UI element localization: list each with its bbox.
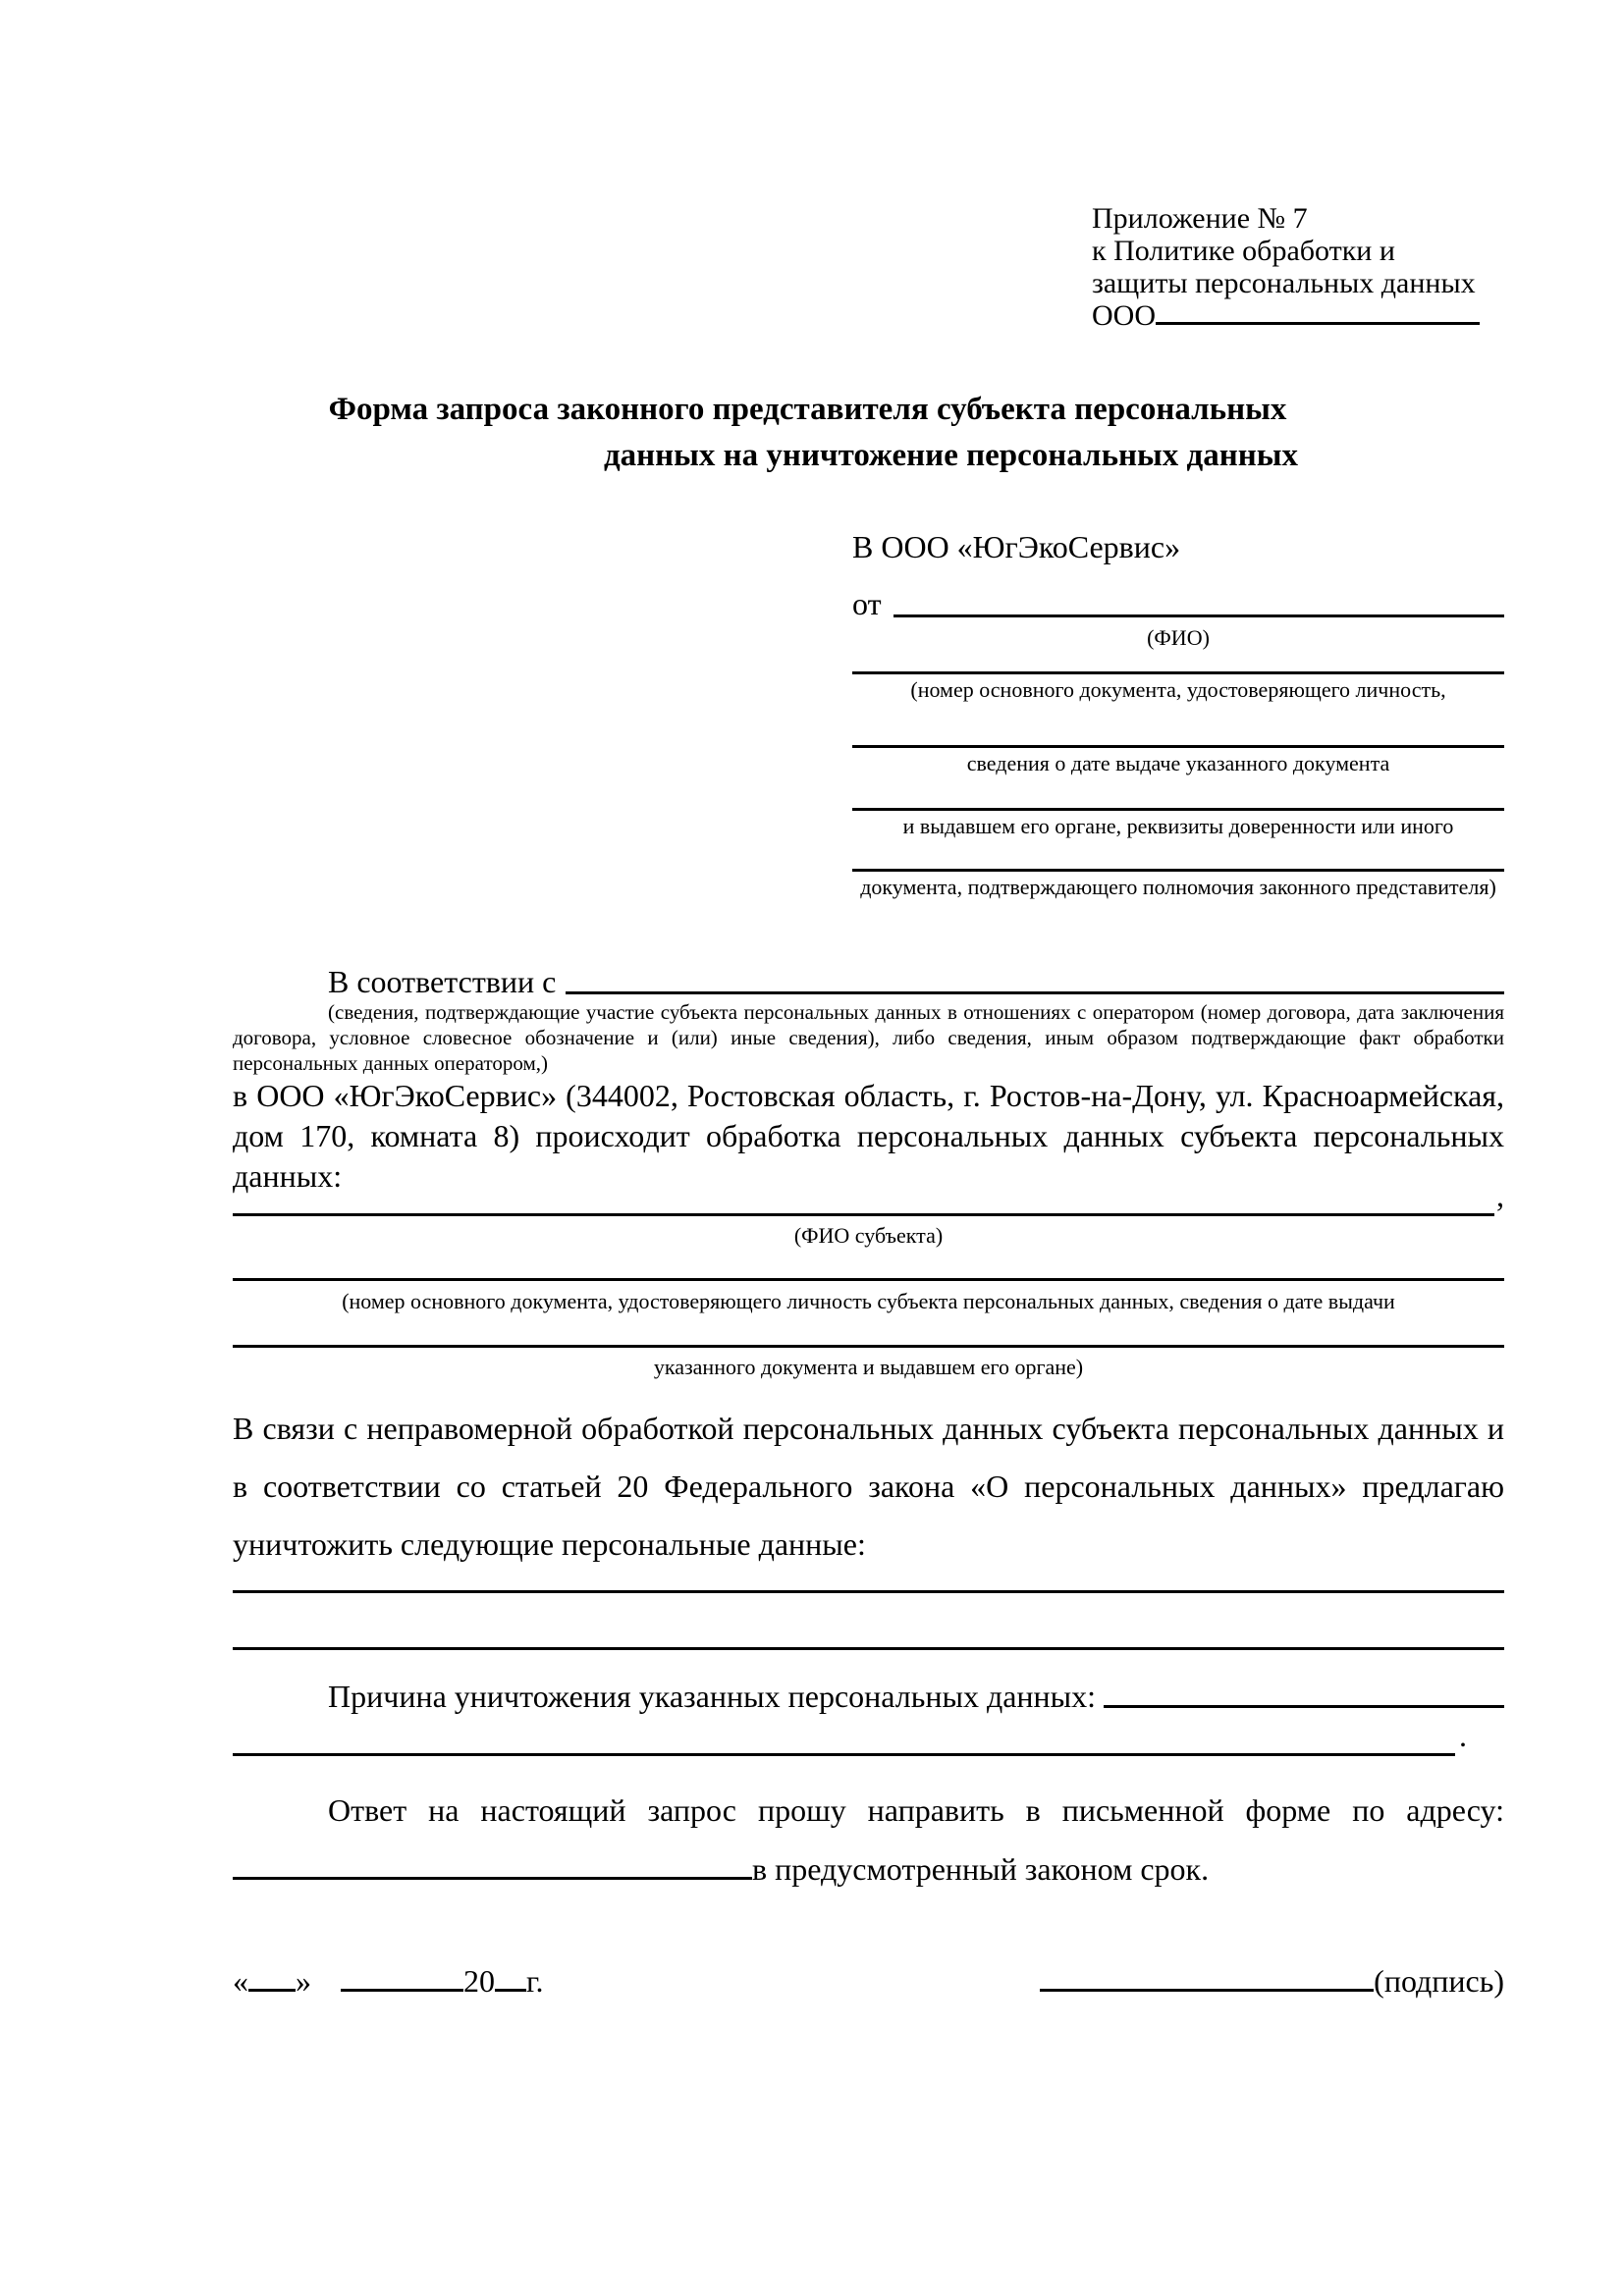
response-address-row <box>233 1849 1504 1889</box>
accordance-note: (сведения, подтверждающие участие субъекта персональных данных в отношениях с оператором (номер договора, дата заключения договора, условное словесное обозначение и (или) иные сведения), либо сведения, иным образом подтверждающие факт обработки персональных данных оператором,) <box>233 1000 1504 1075</box>
year-blank-field[interactable] <box>495 1989 526 1992</box>
accordance-blank-field[interactable] <box>566 962 1504 994</box>
reason-continuation-blank-field[interactable] <box>233 1724 1455 1756</box>
quote-open: « <box>233 1963 248 1999</box>
issuing-authority-caption: и выдавшем его органе, реквизиты доверенности или иного <box>902 814 1454 838</box>
subject-doc-issue-blank-field[interactable] <box>233 1315 1504 1348</box>
signature-caption: (подпись) <box>1374 1963 1504 1999</box>
personal-data-blank-field-1[interactable] <box>233 1561 1504 1593</box>
annex-line-2: к Политике обработки и <box>1092 235 1395 267</box>
annex-line-3: защиты персональных данных <box>1092 267 1476 299</box>
subject-doc-blank-field[interactable] <box>233 1249 1504 1281</box>
trailing-comma: , <box>1496 1178 1504 1213</box>
subject-doc-caption-1: (номер основного документа, удостоверяющего личность субъекта персональных данных, сведения о дате выдачи <box>342 1289 1395 1313</box>
form-title-line-1: Форма запроса законного представителя субъекта персональных <box>328 392 1287 427</box>
identity-doc-caption: (номер основного документа, удостоверяющего личность, <box>910 677 1446 702</box>
reason-continuation-row <box>233 1718 1504 1756</box>
issuing-authority-blank-field[interactable] <box>852 775 1504 811</box>
reason-label: Причина уничтожения указанных персональных данных: <box>328 1679 1097 1714</box>
addressee-organization: В ООО «ЮгЭкоСервис» <box>852 529 1181 564</box>
personal-data-blank-field-2[interactable] <box>233 1618 1504 1650</box>
fio-caption: (ФИО) <box>1147 625 1210 650</box>
trailing-period: . <box>1459 1718 1467 1753</box>
year-suffix: г. <box>526 1963 544 1999</box>
destruction-paragraph: В связи с неправомерной обработкой персональных данных субъекта персональных данных и в соответствии со статьей 20 Федерального закона «О персональных данных» предлагаю уничтожить следующие персональные данные: <box>233 1411 1504 1562</box>
year-prefix: 20 <box>463 1963 495 1999</box>
reason-blank-field[interactable] <box>1104 1677 1504 1708</box>
ooo-label: ООО <box>1092 299 1156 332</box>
subject-fio-caption: (ФИО субъекта) <box>793 1223 944 1248</box>
month-blank-field[interactable] <box>341 1989 463 1992</box>
date-field <box>233 1961 544 2001</box>
representative-fio-blank-field[interactable] <box>893 585 1504 617</box>
response-paragraph: Ответ на настоящий запрос прошу направить в письменной форме по адресу: <box>328 1792 1504 1828</box>
subject-doc-caption-2: указанного документа и выдавшем его органе) <box>653 1355 1084 1379</box>
subject-doc-row <box>233 1249 1504 1281</box>
issue-date-caption: сведения о дате выдаче указанного документа <box>966 751 1390 775</box>
footer-row <box>233 1961 1504 2001</box>
issue-date-blank-field[interactable] <box>852 702 1504 748</box>
accordance-row <box>233 962 1504 1001</box>
response-address-blank-field[interactable] <box>233 1877 752 1880</box>
ooo-name-blank-field[interactable] <box>1156 322 1480 325</box>
from-row <box>852 585 1504 622</box>
form-title <box>233 387 1504 479</box>
subject-fio-blank-field[interactable] <box>233 1184 1494 1216</box>
annex-note <box>1092 202 1480 332</box>
addressee-block <box>852 528 1504 899</box>
from-label: от <box>852 586 882 621</box>
authority-doc-caption: документа, подтверждающего полномочия законного представителя) <box>860 875 1496 899</box>
reason-row <box>233 1677 1504 1716</box>
response-tail: в предусмотренный законом срок. <box>752 1851 1210 1887</box>
signature-blank-field[interactable] <box>1040 1989 1374 1992</box>
authority-doc-blank-field[interactable] <box>852 838 1504 872</box>
quote-close: » <box>296 1963 311 1999</box>
form-title-line-2: данных на уничтожение персональных данных <box>603 438 1299 473</box>
annex-ooo-line <box>1092 299 1480 332</box>
identity-doc-blank-field[interactable] <box>852 650 1504 674</box>
subject-fio-row <box>233 1178 1504 1216</box>
day-blank-field[interactable] <box>248 1989 296 1992</box>
subject-doc-issue-row <box>233 1315 1504 1348</box>
annex-line-1: Приложение № 7 <box>1092 202 1308 235</box>
accordance-label: В соответствии с <box>328 964 557 999</box>
signature-field <box>1040 1961 1504 2001</box>
operator-paragraph: в ООО «ЮгЭкоСервис» (344002, Ростовская область, г. Ростов-на-Дону, ул. Красноармейская, дом 170, комната 8) происходит обработка персональных данных субъекта персональных данных: <box>233 1078 1504 1194</box>
subject-block <box>233 1178 1504 1379</box>
